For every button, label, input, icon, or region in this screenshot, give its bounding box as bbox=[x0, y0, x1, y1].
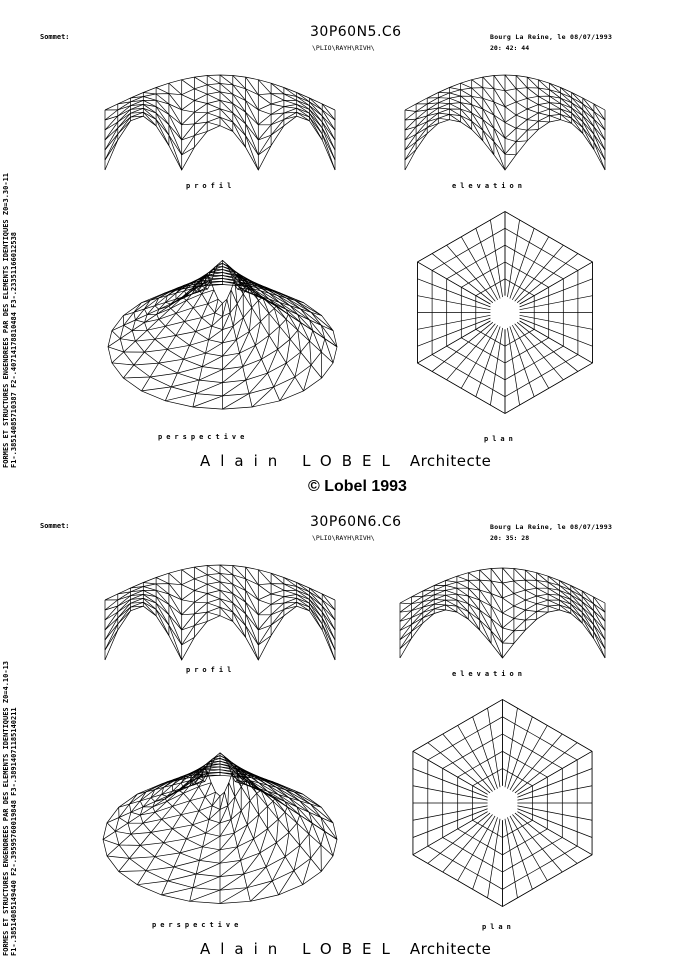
side-caption-line-1: FORMES ET STRUCTURES ENGENDREES PAR DES ELEMENTS IDENTIQUES Z0=3.30-11 bbox=[2, 172, 10, 468]
mesh-line bbox=[476, 228, 500, 298]
mesh-line bbox=[312, 823, 321, 871]
mesh-line bbox=[137, 768, 250, 884]
mesh-line bbox=[488, 819, 500, 898]
drawing-sheet-2 bbox=[0, 490, 700, 971]
profil-view bbox=[100, 65, 340, 180]
mesh-line bbox=[129, 792, 215, 815]
file-path: \PLIO\RAYH\RIVH\ bbox=[312, 44, 375, 52]
side-caption-line-1: FORMES ET STRUCTURES ENGENDREES PAR DES ELEMENTS IDENTIQUES Z0=4.10-13 bbox=[2, 660, 10, 956]
author-name: Alain LOBEL bbox=[200, 940, 400, 958]
side-caption bbox=[2, 173, 18, 468]
mesh-line bbox=[505, 819, 517, 898]
mesh-line bbox=[594, 104, 605, 120]
mesh-line bbox=[507, 817, 532, 889]
mesh-line bbox=[105, 630, 118, 650]
author-name: Alain LOBEL bbox=[200, 452, 400, 470]
mesh-line bbox=[301, 322, 312, 391]
elevation-caption: elevation bbox=[452, 670, 526, 678]
mesh-line bbox=[510, 327, 534, 397]
plan-caption: plan bbox=[484, 435, 517, 443]
file-path: \PLIO\RAYH\RIVH\ bbox=[312, 534, 375, 542]
mesh-line bbox=[432, 322, 493, 371]
mesh-line bbox=[473, 817, 498, 889]
plan-view bbox=[400, 195, 610, 430]
place-date: Bourg La Reine, le 08/07/1993 bbox=[490, 523, 613, 531]
side-caption bbox=[2, 661, 18, 956]
time-stamp: 20: 42: 44 bbox=[490, 44, 530, 52]
author-signature bbox=[200, 940, 491, 958]
author-title: Architecte bbox=[409, 452, 492, 470]
copyright-notice: © Lobel 1993 bbox=[308, 478, 407, 495]
mesh-line bbox=[300, 815, 311, 885]
sommet-label: Sommet: bbox=[40, 33, 70, 41]
mesh-line bbox=[105, 606, 143, 630]
side-caption-line-2: F1-.38514085710387 F2-.40714178810484 F3-.23351166012538 bbox=[10, 231, 18, 468]
mesh-line bbox=[123, 275, 243, 379]
mesh-line bbox=[507, 328, 519, 405]
mesh-line bbox=[105, 140, 118, 160]
mesh-line bbox=[428, 743, 490, 793]
profil-caption: profil bbox=[186, 182, 236, 190]
mesh-line bbox=[515, 813, 577, 863]
plan-view bbox=[395, 688, 610, 918]
mesh-line bbox=[142, 276, 252, 391]
mesh-line bbox=[505, 708, 517, 787]
profil-caption: profil bbox=[186, 666, 236, 674]
mesh-line bbox=[507, 717, 532, 789]
drawing-sheet-1 bbox=[0, 0, 700, 481]
mesh-line bbox=[517, 254, 578, 303]
mesh-line bbox=[428, 813, 490, 863]
mesh-line bbox=[510, 228, 534, 298]
mesh-line bbox=[490, 328, 502, 405]
mesh-line bbox=[490, 220, 502, 297]
perspective-view bbox=[100, 210, 345, 425]
mesh-line bbox=[476, 327, 500, 397]
side-caption-line-2: F1-.38514085149440 F2-.39595760019848 F3-.38914071185140211 bbox=[10, 707, 18, 956]
time-stamp: 20: 35: 28 bbox=[490, 534, 530, 542]
perspective-view bbox=[95, 700, 345, 920]
profil-view bbox=[100, 555, 340, 670]
plan-caption: plan bbox=[482, 923, 515, 931]
mesh-line bbox=[507, 220, 519, 297]
mesh-line bbox=[515, 743, 577, 793]
perspective-caption: perspective bbox=[158, 433, 249, 441]
mesh-line bbox=[105, 116, 143, 140]
author-signature bbox=[200, 452, 491, 470]
place-date: Bourg La Reine, le 08/07/1993 bbox=[490, 33, 613, 41]
sommet-label: Sommet: bbox=[40, 522, 70, 530]
mesh-line bbox=[199, 764, 321, 807]
mesh-line bbox=[190, 783, 268, 902]
author-title: Architecte bbox=[409, 940, 492, 958]
mesh-line bbox=[594, 597, 605, 612]
mesh-line bbox=[488, 708, 500, 787]
elevation-caption: elevation bbox=[452, 182, 526, 190]
mesh-line bbox=[473, 717, 498, 789]
mesh-line bbox=[517, 322, 578, 371]
elevation-view bbox=[395, 558, 610, 668]
mesh-line bbox=[313, 331, 322, 378]
mesh-line bbox=[400, 614, 434, 631]
mesh-line bbox=[432, 254, 493, 303]
file-title: 30P60N5.C6 bbox=[310, 24, 402, 40]
mesh-line bbox=[193, 290, 269, 407]
elevation-view bbox=[400, 65, 610, 180]
file-title: 30P60N6.C6 bbox=[310, 514, 402, 530]
perspective-caption: perspective bbox=[152, 921, 243, 929]
